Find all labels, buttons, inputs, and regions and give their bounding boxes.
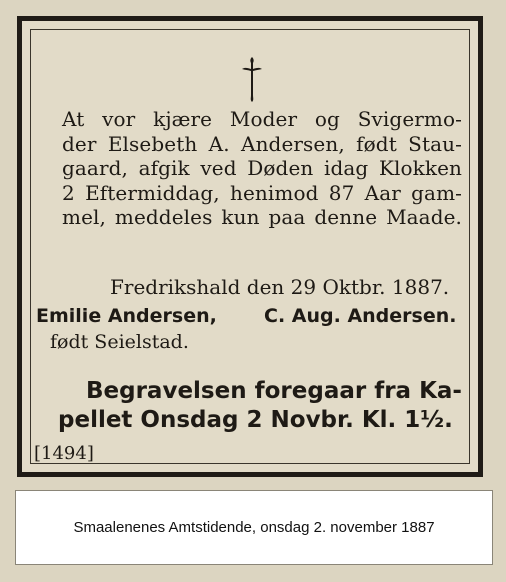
place-date-line: Fredrikshald den 29 Oktbr. 1887.: [110, 275, 450, 299]
funeral-line: Begravelsen foregaar fra Ka-: [86, 378, 462, 404]
notice-line: mel, meddeles kun paa denne Maade.: [62, 205, 462, 229]
source-caption: Smaalenenes Amtstidende, onsdag 2. november 1887: [15, 490, 493, 565]
notice-line: gaard, afgik ved Døden idag Klokken: [62, 156, 462, 180]
notice-line: der Elsebeth A. Andersen, født Stau-: [62, 131, 462, 156]
ad-number: [1494]: [34, 443, 94, 464]
cross-icon: [240, 55, 264, 103]
bleed-through-bottom: [0, 562, 506, 582]
signer-name: Emilie Andersen,: [36, 305, 217, 327]
notice-line: At vor kjære Moder og Svigermo-: [62, 107, 462, 131]
funeral-announcement: [58, 377, 478, 435]
death-notice: [17, 16, 483, 477]
signer-name: C. Aug. Andersen.: [264, 305, 457, 327]
signer-maiden-name: født Seielstad.: [50, 331, 189, 353]
notice-line: 2 Eftermiddag, henimod 87 Aar gam-: [62, 180, 462, 205]
funeral-line: pellet Onsdag 2 Novbr. Kl. 1½.: [58, 407, 453, 433]
notice-body: [62, 107, 462, 230]
